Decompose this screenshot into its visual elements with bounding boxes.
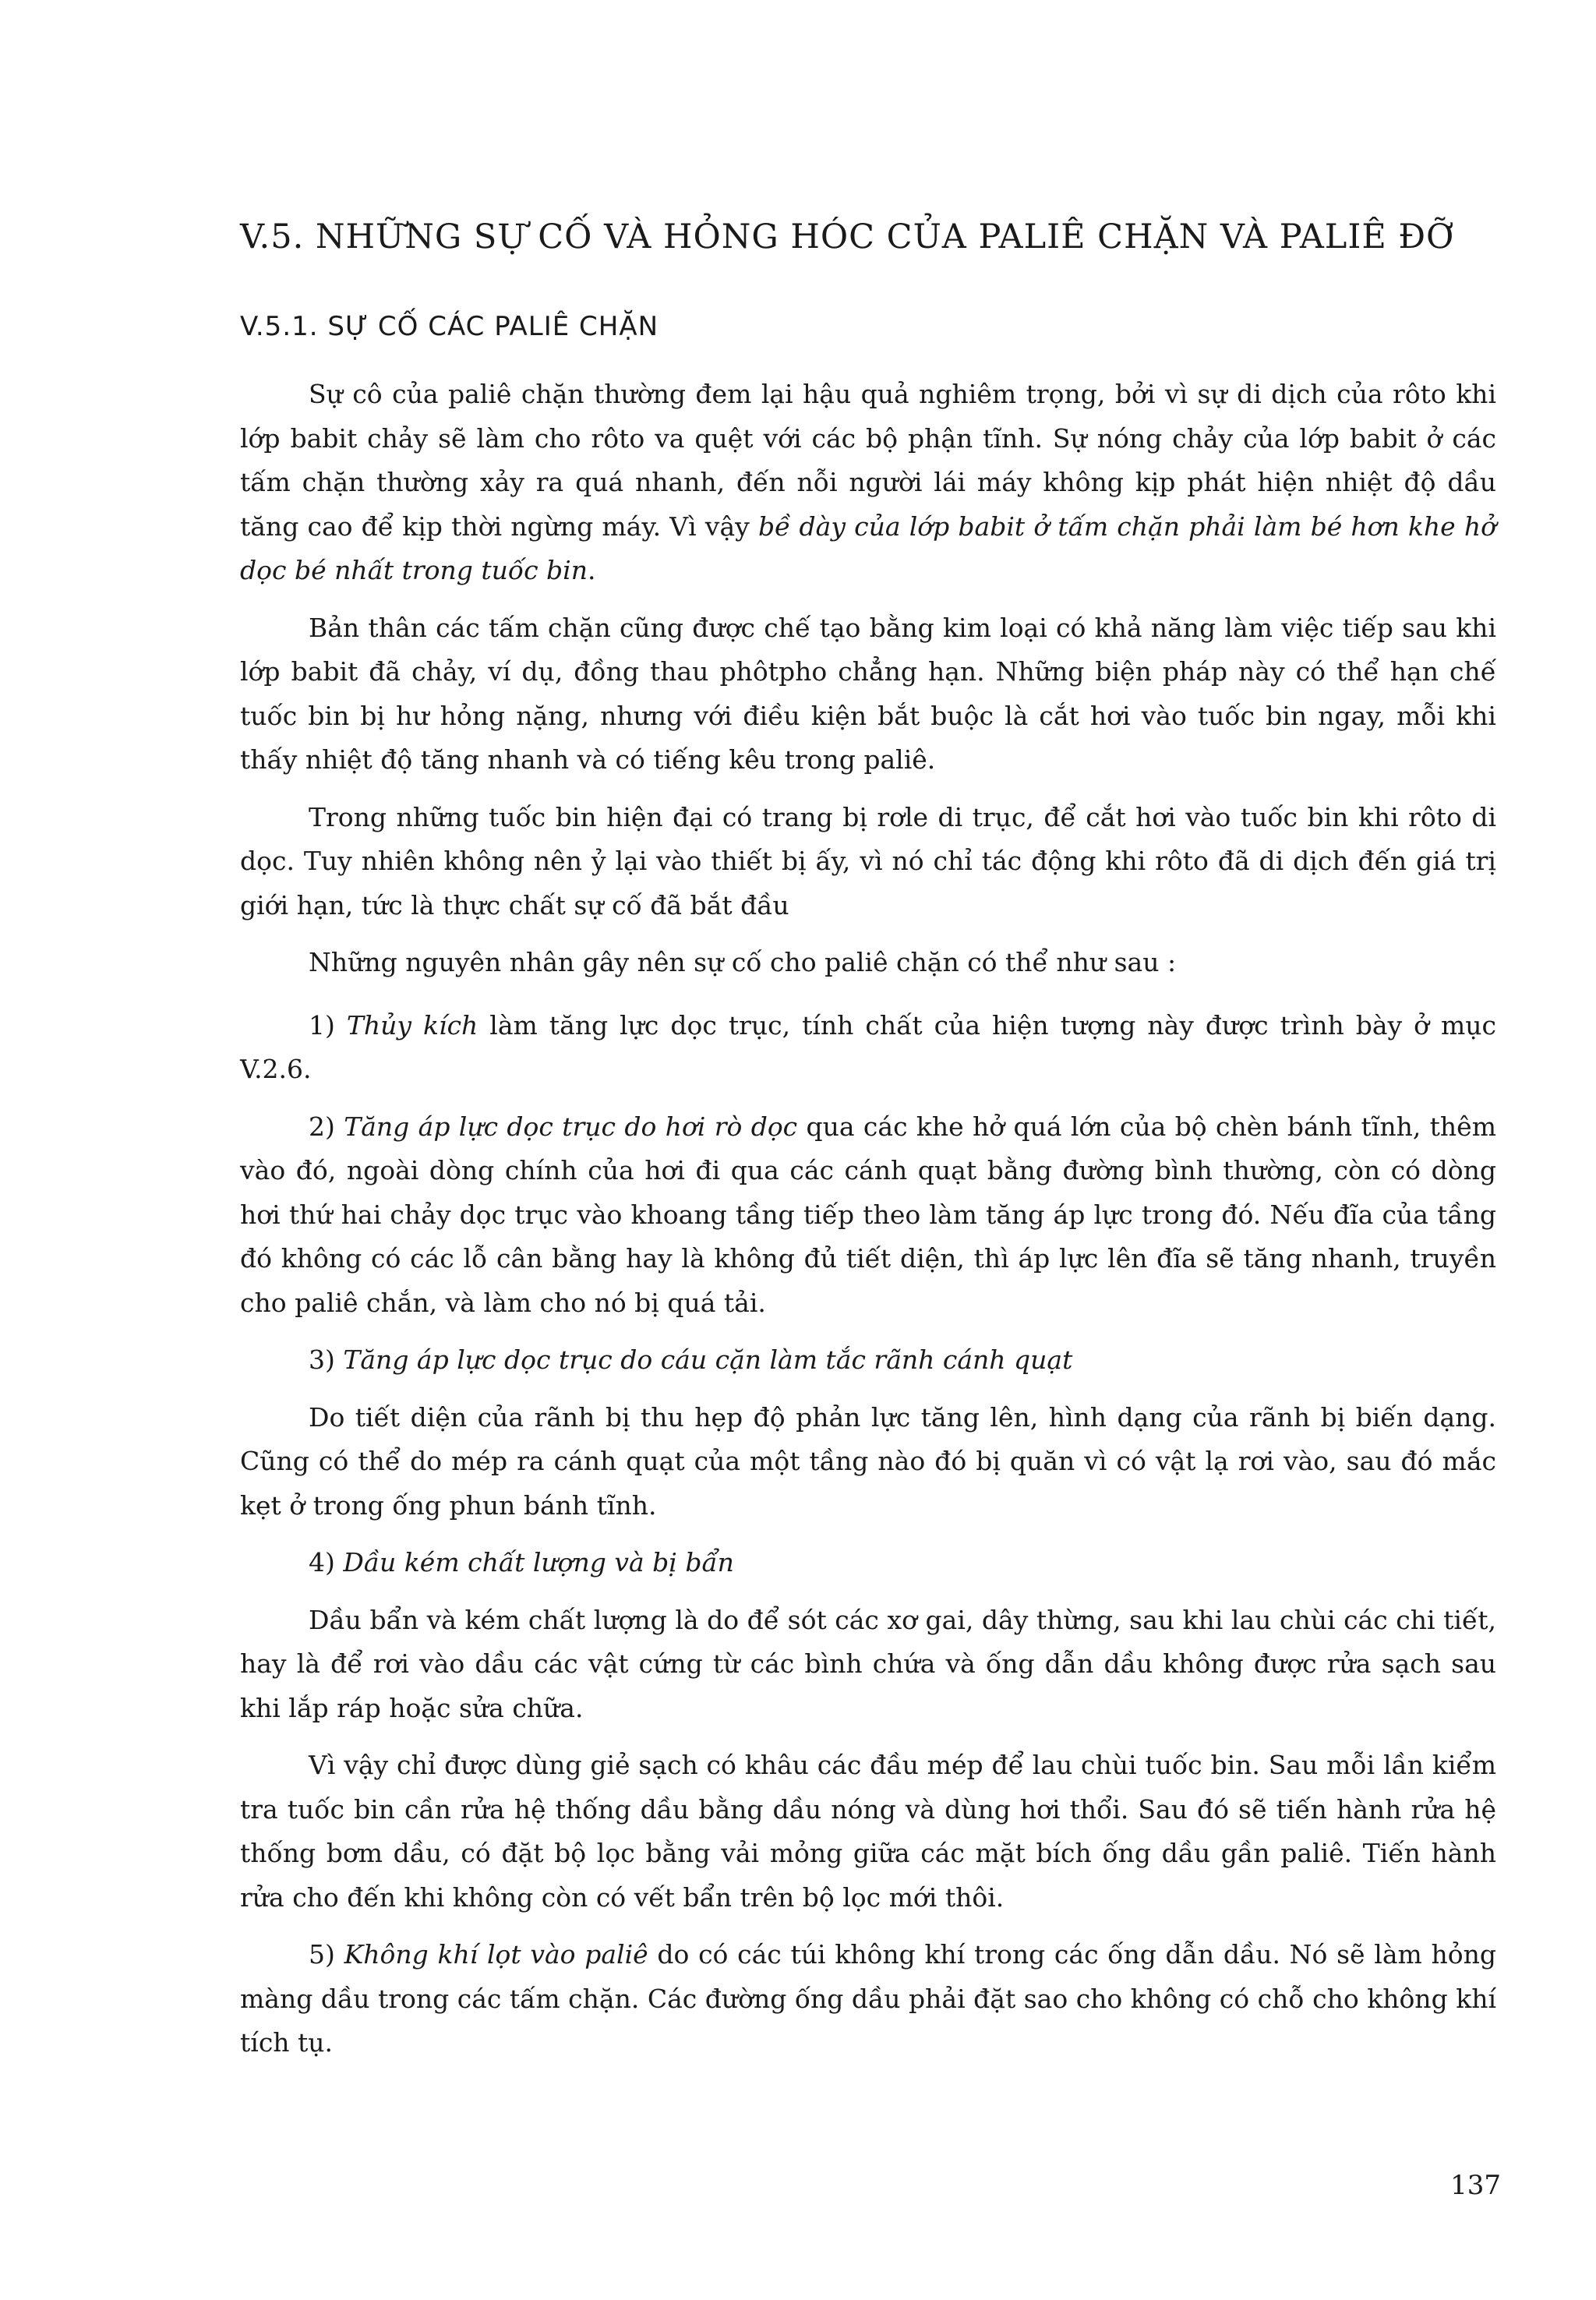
paragraph-text: qua các khe hở quá lớn của bộ chèn bánh tĩnh, thêm vào đó, ngoài dòng chính của hơi đi qua các cánh quạt bằng đường bình thường, còn có dòng hơi thứ hai chảy dọc trục vào khoang tầng tiếp theo làm tăng áp lực trong đó. Nếu đĩa của tầng đó không có các lỗ cân bằng hay là không đủ tiết diện, thì áp lực lên đĩa sẽ tăng nhanh, truyền cho paliê chắn, và làm cho nó bị quá tải. — [240, 1111, 1496, 1318]
paragraph: Bản thân các tấm chặn cũng được chế tạo bằng kim loại có khả năng làm việc tiếp sau khi lớp babit đã chảy, ví dụ, đồng thau phôtpho chẳng hạn. Những biện pháp này có thể hạn chế tuốc bin bị hư hỏng nặng, nhưng với điều kiện bắt buộc là cắt hơi vào tuốc bin ngay, mỗi khi thấy nhiệt độ tăng nhanh và có tiếng kêu trong paliê. — [240, 612, 1496, 775]
emphasis-text: bề dày của lớp babit ở tấm chặn phải làm bé hơn khe hở dọc bé nhất trong tuốc bin — [240, 511, 1497, 585]
paragraph: Do tiết diện của rãnh bị thu hẹp độ phản lực tăng lên, hình dạng của rãnh bị biến dạng. Cũng có thể do mép ra cánh quạt của một tầng nào đó bị quăn vì có vật lạ rơi vào, sau đó mắc kẹt ở trong ống phun bánh tĩnh. — [240, 1401, 1496, 1521]
paragraph: Vì vậy chỉ được dùng giẻ sạch có khâu các đầu mép để lau chùi tuốc bin. Sau mỗi lần kiểm tra tuốc bin cần rửa hệ thống dầu bằng dầu nóng và dùng hơi thổi. Sau đó sẽ tiến hành rửa hệ thống bơm dầu, có đặt bộ lọc bằng vải mỏng giữa các mặt bích ống dầu gần paliê. Tiến hành rửa cho đến khi không còn có vết bẩn trên bộ lọc mới thôi. — [240, 1750, 1496, 1913]
section-title: V.5.1. SỰ CỐ CÁC PALIÊ CHẶN — [240, 311, 659, 342]
list-item — [240, 1933, 1496, 2065]
paragraph — [240, 373, 1496, 593]
emphasis-text: Tăng áp lực dọc trục do hơi rò dọc — [344, 1111, 798, 1142]
paragraph-text: Sự cô của paliê chặn thường đem lại hậu quả nghiêm trọng, bởi vì sự di dịch của rôto khi lớp babit chảy sẽ làm cho rôto va quệt với các bộ phận tĩnh. Sự nóng chảy của lớp babit ở các tấm chặn thường xảy ra quá nhanh, đến nỗi người lái máy không kịp phát hiện nhiệt độ dầu tăng cao để kịp thời ngừng máy. Vì vậy — [240, 379, 1496, 542]
paragraph-text: . — [587, 555, 596, 585]
emphasis-text: Không khí lọt vào paliê — [344, 1939, 648, 1970]
list-number: 5) — [309, 1939, 335, 1970]
list-item — [240, 1541, 1496, 1585]
list-number: 1) — [309, 1009, 335, 1040]
emphasis-text: Dầu kém chất lượng và bị bẩn — [343, 1547, 734, 1577]
paragraph: Những nguyên nhân gây nên sự cố cho paliê chặn có thể như sau : — [309, 947, 1177, 977]
list-number: 4) — [309, 1547, 335, 1577]
body-text — [240, 373, 1496, 2079]
paragraph-text: làm tăng lực dọc trục, tính chất của hiện tượng này được trình bày ở mục V.2.6. — [240, 1009, 1496, 1084]
page-number: 137 — [1450, 2170, 1501, 2201]
paragraph: Dầu bẩn và kém chất lượng là do để sót các xơ gai, dây thừng, sau khi lau chùi các chi tiết, hay là để rơi vào dầu các vật cứng từ các bình chứa và ống dẫn dầu không được rửa sạch sau khi lắp ráp hoặc sửa chữa. — [240, 1604, 1496, 1723]
list-number: 3) — [309, 1344, 335, 1375]
list-item — [240, 1105, 1496, 1326]
emphasis-text: Tăng áp lực dọc trục do cáu cặn làm tắc rãnh cánh quạt — [343, 1344, 1073, 1375]
paragraph: Trong những tuốc bin hiện đại có trang bị rơle di trục, để cắt hơi vào tuốc bin khi rôto di dọc. Tuy nhiên không nên ỷ lại vào thiết bị ấy, vì nó chỉ tác động khi rôto đã di dịch đến giá trị giới hạn, tức là thực chất sự cố đã bắt đầu — [240, 801, 1496, 920]
list-number: 2) — [309, 1111, 335, 1142]
emphasis-text: Thủy kích — [346, 1009, 478, 1040]
paragraph-text: do có các túi không khí trong các ống dẫn dầu. Nó sẽ làm hỏng màng dầu trong các tấm chặn. Các đường ống dầu phải đặt sao cho không có chỗ cho không khí tích tụ. — [240, 1939, 1496, 2058]
list-item — [240, 1004, 1496, 1092]
chapter-title: V.5. NHỮNG SỰ CỐ VÀ HỎNG HÓC CỦA PALIÊ CHẶN VÀ PALIÊ ĐỠ — [240, 217, 1455, 256]
list-item — [240, 1338, 1496, 1383]
